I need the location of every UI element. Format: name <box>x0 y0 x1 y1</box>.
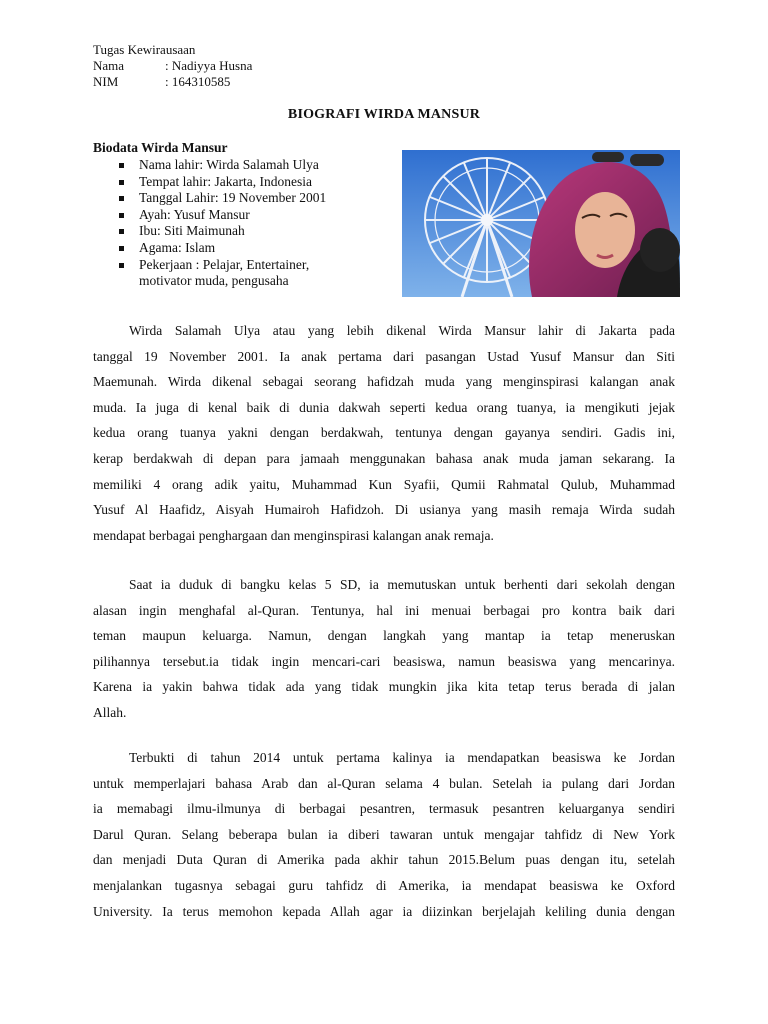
biodata-item: Pekerjaan : Pelajar, Entertainer, <box>93 257 383 274</box>
paragraph-line: Karena ia yakin bahwa tidak ada yang tidak mungkin jika kita tetap terus berada di jalan <box>93 679 675 695</box>
biodata-list <box>93 157 383 290</box>
paragraph-2 <box>93 572 675 726</box>
paragraph-line: Terbukti di tahun 2014 untuk pertama kalinya ia mendapatkan beasiswa ke Jordan <box>129 750 675 765</box>
student-name-row <box>93 58 252 74</box>
paragraph-line: menjalankan tugasnya sebagai guru tahfidz di Amerika, ia mendapat beasiswa ke Oxford <box>93 877 675 893</box>
biodata-heading: Biodata Wirda Mansur <box>93 140 228 155</box>
biodata-item: Nama lahir: Wirda Salamah Ulya <box>93 157 383 174</box>
paragraph-line: Darul Quran. Selang beberapa bulan ia diberi tawaran untuk mengajar tahfidz di New York <box>93 826 675 842</box>
paragraph-line: kedua orang tuanya yakni dengan berdakwah, tentunya dengan gayanya sendiri. Gadis ini, <box>93 425 675 441</box>
paragraph-line: mendapat berbagai penghargaan dan menginspirasi kalangan anak remaja. <box>93 527 494 543</box>
biodata-item: Ibu: Siti Maimunah <box>93 223 383 240</box>
biodata-item-continued: motivator muda, pengusaha <box>139 273 289 289</box>
document-title: BIOGRAFI WIRDA MANSUR <box>287 107 481 122</box>
paragraph-1 <box>93 318 675 548</box>
paragraph-line: dan menjadi Duta Quran di Amerika pada akhir tahun 2015.Belum puas dengan itu, setelah <box>93 852 675 868</box>
biodata-item: Tanggal Lahir: 19 November 2001 <box>93 190 383 207</box>
paragraph-line: tanggal 19 November 2001. Ia anak pertama dari pasangan Ustad Yusuf Mansur dan Siti <box>93 348 675 364</box>
biodata-item: Agama: Islam <box>93 240 383 257</box>
course-title: Tugas Kewirausaan <box>93 42 196 57</box>
biodata-item: Ayah: Yusuf Mansur <box>93 207 383 224</box>
name-label: Nama <box>93 58 125 73</box>
paragraph-line: untuk memperlajari bahasa Arab dan al-Quran selama 4 bulan. Setelah ia pulang dari Jordan <box>93 775 675 791</box>
paragraph-line: Allah. <box>93 704 127 720</box>
paragraph-line: teman maupun keluarga. Namun, dengan langkah yang mantap ia tetap meneruskan <box>93 628 675 644</box>
biodata-item: Tempat lahir: Jakarta, Indonesia <box>93 174 383 191</box>
nim-label: NIM <box>93 74 119 89</box>
paragraph-line: Saat ia duduk di bangku kelas 5 SD, ia memutuskan untuk berhenti dari sekolah dengan <box>129 577 675 592</box>
paragraph-line: memiliki 4 orang adik yaitu, Muhammad Kun Syafii, Qumii Rahmatal Qulub, Muhammad <box>93 476 675 492</box>
paragraph-line: kerap berdakwah di depan para jamaah menggunakan bahasa anak muda jaman sekarang. Ia <box>93 450 675 466</box>
portrait-photo <box>402 150 680 297</box>
portrait-photo-icon <box>402 150 680 297</box>
nim-value: : 164310585 <box>165 74 231 89</box>
paragraph-3 <box>93 745 675 924</box>
name-value: : Nadiyya Husna <box>165 58 253 73</box>
paragraph-line: alasan ingin menghafal al-Quran. Tentunya, hal ini menuai berbagai pro kontra baik dari <box>93 602 675 618</box>
student-nim-row <box>93 74 230 90</box>
paragraph-line: Yusuf Al Haafidz, Aisyah Humairoh Hafidzoh. Di usianya yang masih remaja Wirda sudah <box>93 502 675 518</box>
paragraph-line: Wirda Salamah Ulya atau yang lebih dikenal Wirda Mansur lahir di Jakarta pada <box>129 323 675 338</box>
paragraph-line: Maemunah. Wirda dikenal sebagai seorang hafidzah muda yang menginspirasi kalangan anak <box>93 374 675 390</box>
paragraph-line: ia memabagi ilmu-ilmunya di berbagai pesantren, termasuk pesantren keluarganya sendiri <box>93 801 675 817</box>
paragraph-line: University. Ia terus memohon kepada Allah agar ia diizinkan berjelajah keliling dunia dengan <box>93 903 675 919</box>
paragraph-line: pilihannya tersebut.ia tidak ingin mencari-cari beasiswa, namun beasiswa yang mencarinya. <box>93 653 675 669</box>
paragraph-line: muda. Ia juga di kenal baik di dunia dakwah seperti kedua orang tuanya, ia mengikuti jejak <box>93 399 675 415</box>
